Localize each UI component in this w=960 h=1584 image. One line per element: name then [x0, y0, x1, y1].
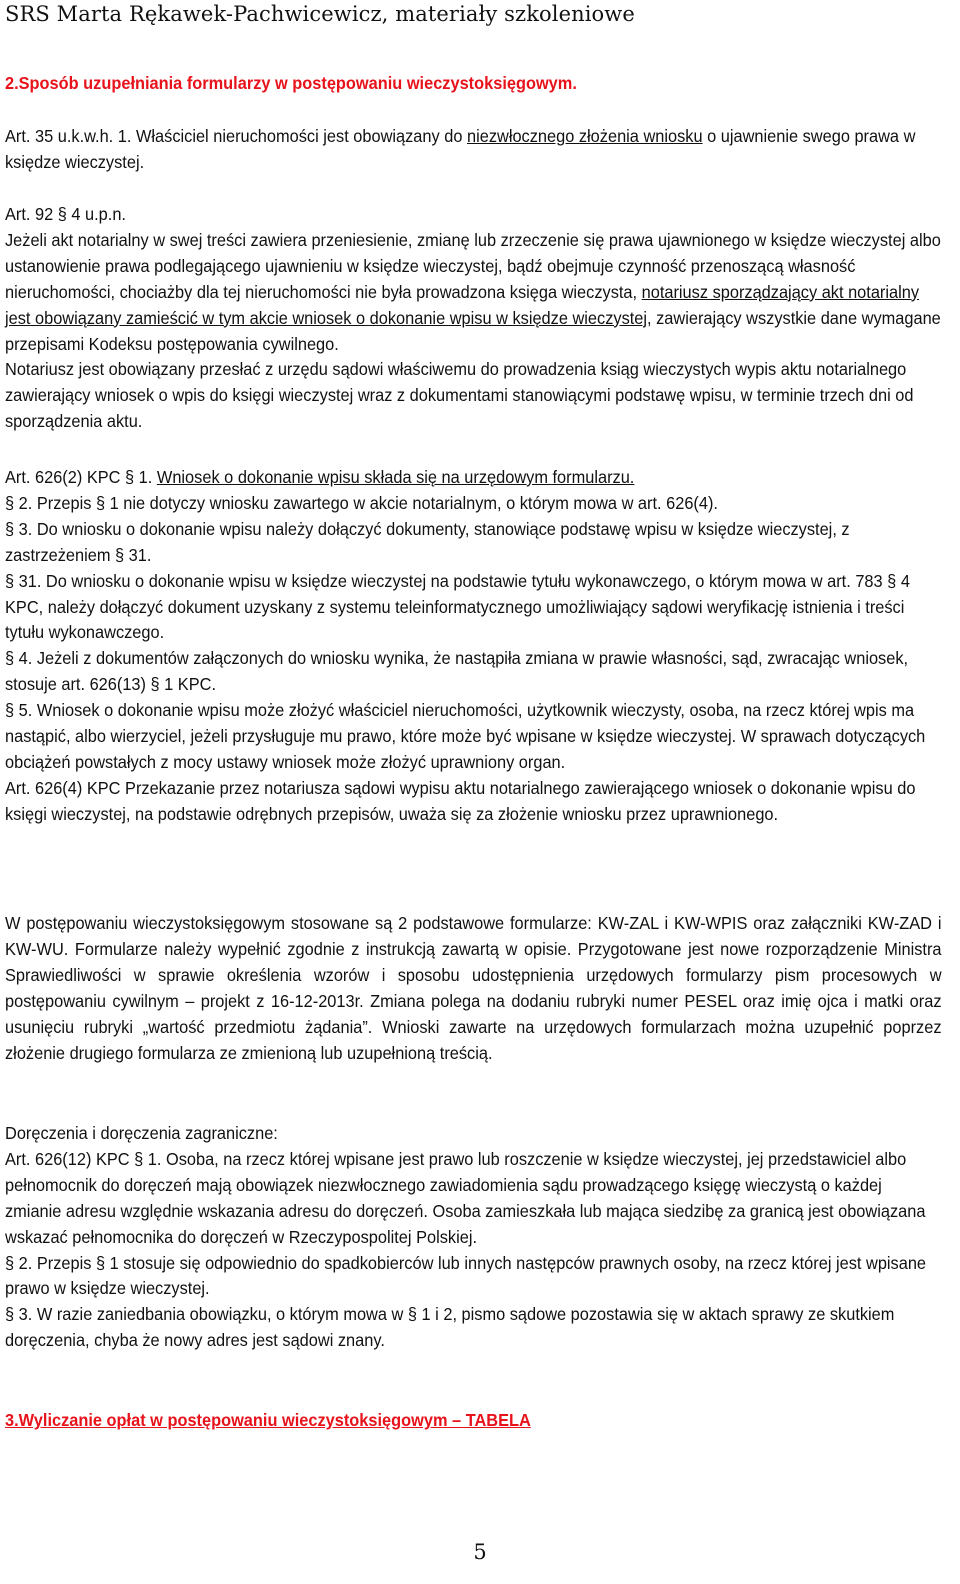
block-art-35 [5, 124, 942, 176]
paragraph-626-2-s5: § 5. Wniosek o dokonanie wpisu może złożyć właściciel nieruchomości, użytkownik wieczysty, osoba, na rzecz której wpis ma nastąpić, albo wierzyciel, jeżeli przysługuje mu prawo, które może być wpisane w księdze wieczystej. W sprawach dotyczących obciążeń powstałych z mocy ustawy wniosek może złożyć uprawniony organ. [5, 700, 926, 772]
paragraph-doreczenia-heading: Doręczenia i doręczenia zagraniczne: [5, 1123, 278, 1143]
section-2-heading: 2.Sposób uzupełniania formularzy w postępowaniu wieczystoksięgowym. [5, 73, 577, 93]
paragraph-notariusz: Notariusz jest obowiązany przesłać z urzędu sądowi właściwemu do prowadzenia ksiąg wieczystych wypis aktu notarialnego zawierający wniosek o wpis do księgi wieczystej wraz z dokumentami stanowiącymi podstawę wpisu, w terminie trzech dni od sporządzenia aktu. [5, 359, 914, 432]
underlined-phrase: niezwłocznego złożenia wniosku [466, 126, 703, 146]
paragraph-art-92-body: Jeżeli akt notarialny w swej treści zawiera przeniesienie, zmianę lub zrzeczenie się prawa ujawnionego w księdze wieczystej albo ustanowienie prawa podlegającego ujawnieniu w księdze wieczystej, bądź obejmuje czynność przenoszącą własność nieruchomości, chociażby dla tej nieruchomości nie była prowadzona księga wieczysta, notariusz sporządzający akt notarialny jest obowiązany zamieścić w tym akcie wniosek o dokonanie wpisu w księdze wieczystej, zawierający wszystkie dane wymagane przepisami Kodeksu postępowania cywilnego. [5, 229, 941, 354]
block-doreczenia [5, 1121, 942, 1354]
page-number: 5 [473, 1540, 487, 1564]
paragraph-626-12-s1: Art. 626(12) KPC § 1. Osoba, na rzecz której wpisane jest prawo lub roszczenie w księdze wieczystej, jej przedstawiciel albo pełnomocnik do doręczeń mają obowiązek niezwłocznego zawiadomienia sądu prowadzącego księgę wieczystą o każdej zmianie adresu względnie wskazania adresu do doręczeń. Osoba zamieszkała lub mająca siedzibę za granicą jest obowiązana wskazać pełnomocnika do doręczeń w Rzeczypospolitej Polskiej. [5, 1148, 926, 1247]
paragraph-626-2-s2: § 2. Przepis § 1 nie dotyczy wniosku zawartego w akcie notarialnym, o którym mowa w art. 626(4). [5, 492, 718, 513]
paragraph-626-2-s1: Art. 626(2) KPC § 1. Wniosek o dokonanie wpisu składa się na urzędowym formularzu. [5, 467, 635, 487]
section-3-heading: 3.Wyliczanie opłat w postępowaniu wieczystoksięgowym – TABELA [5, 1410, 531, 1430]
paragraph-626-2-s31: § 31. Do wniosku o dokonanie wpisu w księdze wieczystej na podstawie tytułu wykonawczego, o którym mowa w art. 783 § 4 KPC, należy dołączyć dokument uzyskany z systemu teleinformatycznego umożliwiający sądowi weryfikację istnienia i treści tytułu wykonawczego. [5, 570, 910, 643]
paragraph-626-2-s3: § 3. Do wniosku o dokonanie wpisu należy dołączyć dokumenty, stanowiące podstawę wpisu w księdze wieczystej, z zastrzeżeniem § 31. [5, 518, 850, 565]
block-formularze [5, 911, 942, 1066]
underlined-phrase: notariusz sporządzający akt notarialny jest obowiązany zamieścić w tym akcie wniosek o dokonanie wpisu w księdze wieczystej, [5, 281, 920, 328]
running-header: SRS Marta Rękawek-Pachwicewicz, materiały szkoleniowe [5, 2, 635, 26]
paragraph-formularze: W postępowaniu wieczystoksięgowym stosowane są 2 podstawowe formularze: KW-ZAL i KW-WPIS oraz załączniki KW-ZAD i KW-WU. Formularze należy wypełnić zgodnie z instrukcją zawartą w opisie. Przygotowane jest nowe rozporządzenie Ministra Sprawiedliwości w sprawie określenia wzorów i sposobu udostępnienia urzędowych formularzy pism procesowych w postępowaniu cywilnym – projekt z 16-12-2013r. Zmiana polega na dodaniu rubryki numer PESEL oraz imię ojca i matki oraz usunięciu rubryki „wartość przedmiotu żądania”. Wnioski zawarte na urzędowych formularzach można uzupełnić poprzez złożenie drugiego formularza ze zmienioną lub uzupełnioną treścią. [5, 913, 942, 1063]
underlined-phrase: Wniosek o dokonanie wpisu składa się na urzędowym formularzu. [156, 467, 635, 487]
paragraph-626-4: Art. 626(4) KPC Przekazanie przez notariusza sądowi wypisu aktu notarialnego zawierającego wniosek o dokonanie wpisu do księgi wieczystej, na podstawie odrębnych przepisów, uważa się za złożenie wniosku przez uprawnionego. [5, 777, 916, 824]
block-art-626-2 [5, 465, 942, 828]
paragraph-626-12-s3: § 3. W razie zaniedbania obowiązku, o którym mowa w § 1 i 2, pismo sądowe pozostawia się w aktach sprawy ze skutkiem doręczenia, chyba że nowy adres jest sądowi znany. [5, 1304, 895, 1351]
paragraph-art-35: Art. 35 u.k.w.h. 1. Właściciel nieruchomości jest obowiązany do niezwłocznego złożenia wniosku o ujawnienie swego prawa w księdze wieczystej. [5, 126, 916, 172]
paragraph-626-2-s4: § 4. Jeżeli z dokumentów załączonych do wniosku wynika, że nastąpiła zmiana w prawie własności, sąd, zwracając wniosek, stosuje art. 626(13) § 1 KPC. [5, 648, 909, 695]
paragraph-626-12-s2: § 2. Przepis § 1 stosuje się odpowiednio do spadkobierców lub innych następców prawnych osoby, na rzecz której jest wpisane prawo w księdze wieczystej. [5, 1252, 927, 1299]
block-art-92 [5, 202, 942, 435]
paragraph-art-92-heading: Art. 92 § 4 u.p.n. [5, 204, 126, 224]
